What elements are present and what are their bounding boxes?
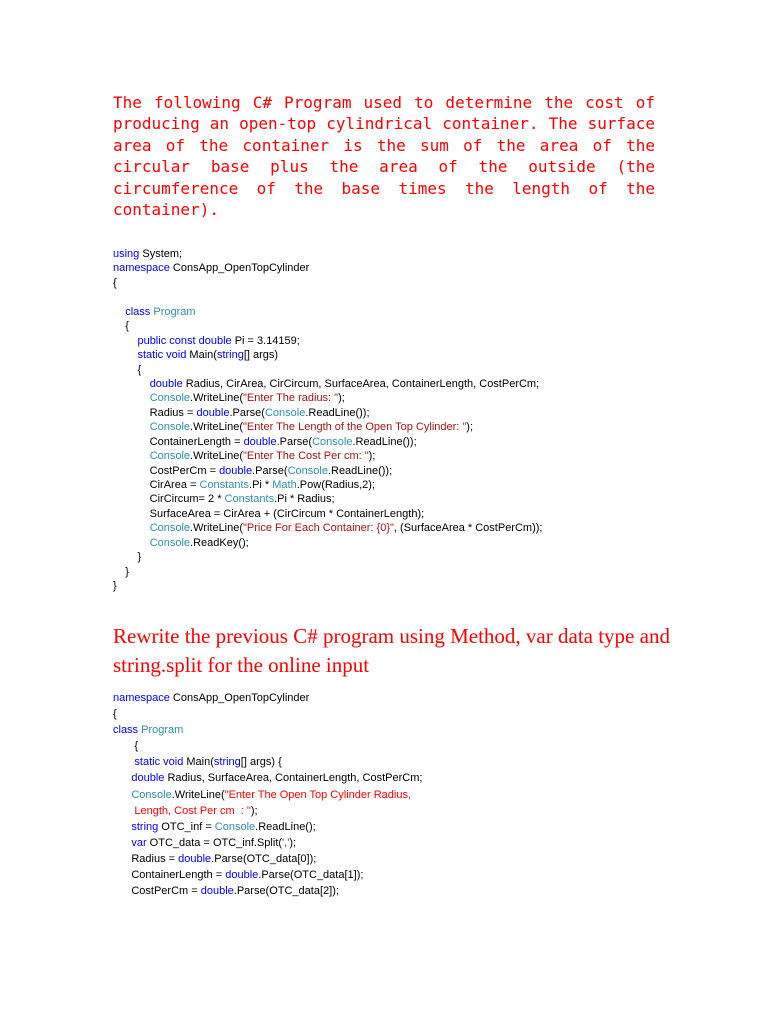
code-token: .Pi *	[249, 479, 273, 491]
rewritten-code-listing	[113, 690, 422, 899]
code-token	[113, 378, 150, 390]
code-token: Main(	[183, 756, 214, 769]
code-token: .Parse(	[252, 464, 288, 477]
code-token: double	[200, 885, 234, 898]
code-line	[113, 579, 542, 593]
code-token: static void	[137, 349, 187, 362]
code-token: "Enter The radius: "	[243, 392, 339, 405]
code-line	[113, 319, 542, 333]
code-line	[113, 770, 422, 786]
code-line	[113, 867, 422, 883]
code-token: ContainerLength =	[113, 435, 244, 448]
code-token: OTC_data = OTC_inf.Split(	[146, 836, 283, 849]
code-token	[113, 450, 150, 462]
code-line	[113, 449, 542, 463]
code-token: .WriteLine(	[190, 450, 244, 463]
code-token: double	[149, 377, 183, 390]
code-line	[113, 276, 542, 290]
code-token: Console	[214, 820, 256, 833]
code-line	[113, 363, 542, 377]
code-token: ConsApp_OpenTopCylinder	[169, 692, 310, 704]
code-token	[113, 421, 150, 433]
code-token: [] args)	[243, 349, 279, 362]
code-token	[113, 756, 134, 768]
code-token: var	[131, 836, 147, 849]
code-line	[113, 507, 542, 521]
code-line	[113, 348, 542, 362]
code-token	[113, 772, 131, 784]
code-token: .Pow(Radius,2);	[296, 479, 375, 491]
code-token: .ReadLine());	[327, 464, 393, 477]
code-line	[113, 754, 422, 770]
code-token: string	[216, 349, 244, 362]
code-token: );	[466, 421, 474, 434]
code-token: }	[113, 580, 117, 593]
code-token: SurfaceArea = CirArea + (CirCircum * ContainerLength);	[113, 507, 425, 520]
code-token: {	[113, 740, 139, 753]
code-token	[113, 349, 137, 361]
code-token: .ReadLine());	[352, 435, 417, 448]
code-line	[113, 722, 422, 738]
code-token	[113, 392, 150, 404]
code-token: "Enter The Length of the Open Top Cylinder: "	[243, 421, 467, 434]
code-token	[113, 335, 137, 347]
code-token: .Parse(	[276, 435, 313, 448]
code-line	[113, 435, 542, 449]
code-token: Radius =	[113, 852, 179, 865]
code-token: public const double	[137, 334, 232, 347]
code-token	[113, 306, 125, 318]
code-token: CirCircum= 2 *	[113, 493, 225, 506]
code-token	[113, 821, 131, 833]
code-token: .ReadLine();	[255, 820, 316, 833]
code-token: Console	[312, 435, 353, 448]
code-line	[113, 377, 542, 391]
code-token: {	[113, 276, 117, 289]
code-token: ContainerLength =	[113, 869, 226, 882]
code-token: double	[243, 435, 277, 448]
code-token: Math	[272, 479, 297, 491]
code-token: }	[113, 551, 142, 564]
code-token: .Parse(	[229, 406, 265, 419]
code-token: class	[125, 305, 151, 318]
code-token: double	[178, 852, 212, 865]
code-token: .Parse(OTC_data[0]);	[211, 852, 317, 865]
code-token: }	[113, 565, 129, 578]
code-token: {	[113, 708, 117, 721]
code-token: string	[131, 820, 159, 833]
intro-paragraph: The following C# Program used to determine the cost of producing an open-top cylindrical container. The surface area of the container is the sum of the area of the circular base plus the area of the outside (the circumference of the base times the length of the container).	[113, 93, 655, 220]
code-token: Constants	[199, 479, 250, 491]
code-token	[113, 537, 150, 549]
code-token: Program	[153, 305, 196, 318]
code-token: {	[113, 320, 129, 333]
code-token: Console	[149, 392, 191, 405]
code-token	[113, 789, 131, 801]
code-line	[113, 478, 542, 492]
code-token: );	[250, 804, 258, 817]
code-line	[113, 819, 422, 835]
code-token: System;	[139, 248, 183, 260]
code-token: Program	[141, 724, 184, 737]
code-line	[113, 334, 542, 348]
code-token: Console	[287, 464, 328, 477]
code-line	[113, 851, 422, 867]
code-token	[113, 837, 131, 849]
code-token: .Pi * Radius;	[274, 493, 335, 506]
code-token: namespace	[113, 262, 170, 275]
code-token: Console	[264, 406, 306, 419]
code-token: .ReadLine());	[305, 406, 370, 419]
code-token: .WriteLine(	[190, 392, 244, 405]
code-line	[113, 247, 542, 261]
code-token: );	[289, 836, 297, 849]
code-token: CostPerCm =	[113, 464, 220, 477]
code-token: Radius, SurfaceArea, ContainerLength, CostPerCm;	[164, 772, 423, 785]
code-token: Pi = 3.14159;	[231, 334, 300, 347]
code-line	[113, 420, 542, 434]
code-line	[113, 464, 542, 478]
code-line	[113, 550, 542, 564]
code-token: );	[368, 450, 376, 463]
code-line	[113, 690, 422, 706]
code-token: [] args) {	[240, 756, 282, 769]
code-token: double	[219, 464, 253, 477]
code-token: );	[338, 392, 345, 405]
code-token: double	[225, 869, 259, 882]
code-token: Console	[149, 522, 191, 535]
code-line	[113, 565, 542, 579]
code-line	[113, 406, 542, 420]
code-token: .WriteLine(	[190, 522, 244, 535]
code-token: ConsApp_OpenTopCylinder	[169, 262, 310, 275]
code-token: .WriteLine(	[190, 421, 244, 434]
code-token	[113, 805, 134, 817]
code-line	[113, 261, 542, 275]
original-code-listing	[113, 247, 542, 594]
code-token: Console	[131, 788, 172, 801]
code-token: static void	[134, 756, 184, 769]
code-token: "Price For Each Container: {0}"	[243, 522, 394, 535]
code-line	[113, 706, 422, 722]
code-token: Constants	[224, 493, 275, 506]
code-line	[113, 835, 422, 851]
code-line	[113, 391, 542, 405]
code-line	[113, 738, 422, 754]
code-token	[113, 522, 150, 534]
code-line	[113, 803, 422, 819]
code-token: namespace	[113, 692, 170, 704]
code-token: Radius =	[113, 406, 197, 419]
code-token: double	[131, 772, 165, 785]
code-line	[113, 787, 422, 803]
code-token: .Parse(OTC_data[1]);	[258, 869, 364, 882]
code-token: CostPerCm =	[113, 885, 201, 898]
code-token: OTC_inf =	[158, 820, 215, 833]
code-line	[113, 536, 542, 550]
rewrite-heading: Rewrite the previous C# program using Method, var data type and string.split for the online input	[113, 624, 670, 677]
code-token: ','	[282, 836, 290, 849]
code-token: class	[113, 724, 139, 737]
code-line	[113, 883, 422, 899]
code-token: , (SurfaceArea * CostPerCm));	[393, 522, 543, 535]
code-line	[113, 492, 542, 506]
code-token: using	[113, 248, 140, 260]
code-token: .Parse(OTC_data[2]);	[233, 885, 339, 898]
code-token: double	[196, 406, 230, 419]
code-token: Console	[149, 536, 191, 549]
code-token: string	[213, 756, 241, 769]
code-token: Radius, CirArea, CirCircum, SurfaceArea, ContainerLength, CostPerCm;	[182, 377, 540, 390]
code-line	[113, 521, 542, 535]
code-token: "Enter The Cost Per cm: "	[243, 450, 369, 463]
code-token: Main(	[186, 349, 217, 362]
code-token: "Enter The Open Top Cylinder Radius,	[224, 788, 412, 801]
code-token: Length, Cost Per cm : "	[134, 804, 251, 817]
code-line	[113, 290, 542, 304]
code-token: .ReadKey();	[190, 536, 249, 549]
code-line	[113, 305, 542, 319]
code-token: {	[113, 363, 142, 376]
code-token: Console	[149, 421, 191, 434]
code-token: .WriteLine(	[171, 788, 225, 801]
code-token: Console	[149, 450, 191, 463]
code-token: CirArea =	[113, 479, 200, 491]
